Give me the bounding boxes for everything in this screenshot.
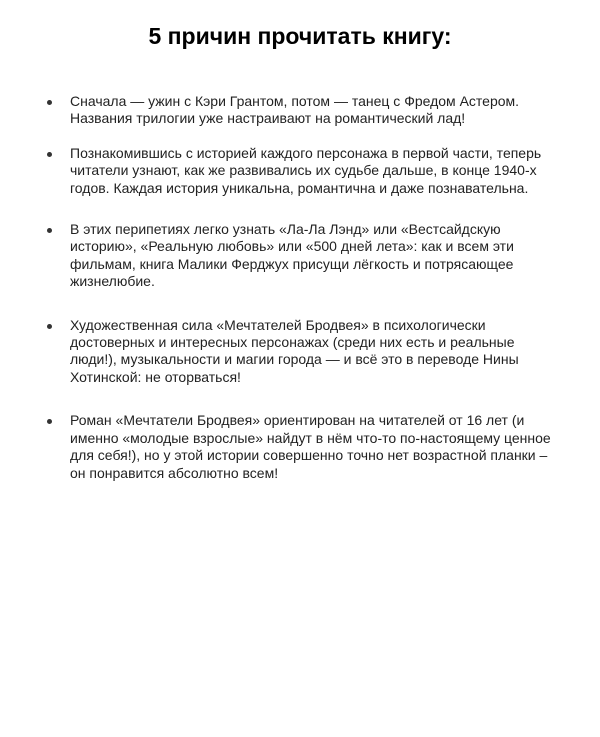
reason-text: Сначала — ужин с Кэри Грантом, потом — танец с Фредом Астером. Названия трилогии уже настраивают на романтический лад! bbox=[70, 93, 520, 127]
list-item bbox=[0, 412, 600, 482]
list-item bbox=[0, 93, 600, 128]
bullet-icon bbox=[47, 228, 52, 233]
list-item bbox=[0, 221, 600, 291]
reason-text: Художественная сила «Мечтателей Бродвея» в психологически достоверных и интересных персонажах (среди них есть и реальные люди!), музыкальности и магии города — и всё это в переводе Нины Хотинской: не оторваться! bbox=[70, 316, 519, 385]
reason-text: Познакомившись с историей каждого персонажа в первой части, теперь читатели узнают, как же развивались их судьбе дальше, в конце 1940-х годов. Каждая история уникальна, романтична и даже познавательна. bbox=[70, 144, 542, 196]
reason-text: В этих перипетиях легко узнать «Ла-Ла Лэнд» или «Вестсайдскую историю», «Реальную любовь» или «500 дней лета»: как и всем эти фильмам, книга Малики Ферджух присущи лёгкость и потрясающее жизнелюбие. bbox=[70, 221, 514, 290]
bullet-icon bbox=[47, 100, 52, 105]
reason-text: Роман «Мечтатели Бродвея» ориентирован на читателей от 16 лет (и именно «молодые взрослые» найдут в нём что-то по-настоящему ценное для себя!), но у этой истории совершенно точно нет возрастной планки – он понравится абсолютно всем! bbox=[70, 412, 551, 481]
bullet-icon bbox=[47, 419, 52, 424]
reasons-list bbox=[0, 93, 600, 482]
bullet-icon bbox=[47, 152, 52, 157]
bullet-icon bbox=[47, 324, 52, 329]
list-item bbox=[0, 145, 600, 197]
list-item bbox=[0, 317, 600, 387]
page-title: 5 причин прочитать книгу: bbox=[148, 23, 452, 49]
